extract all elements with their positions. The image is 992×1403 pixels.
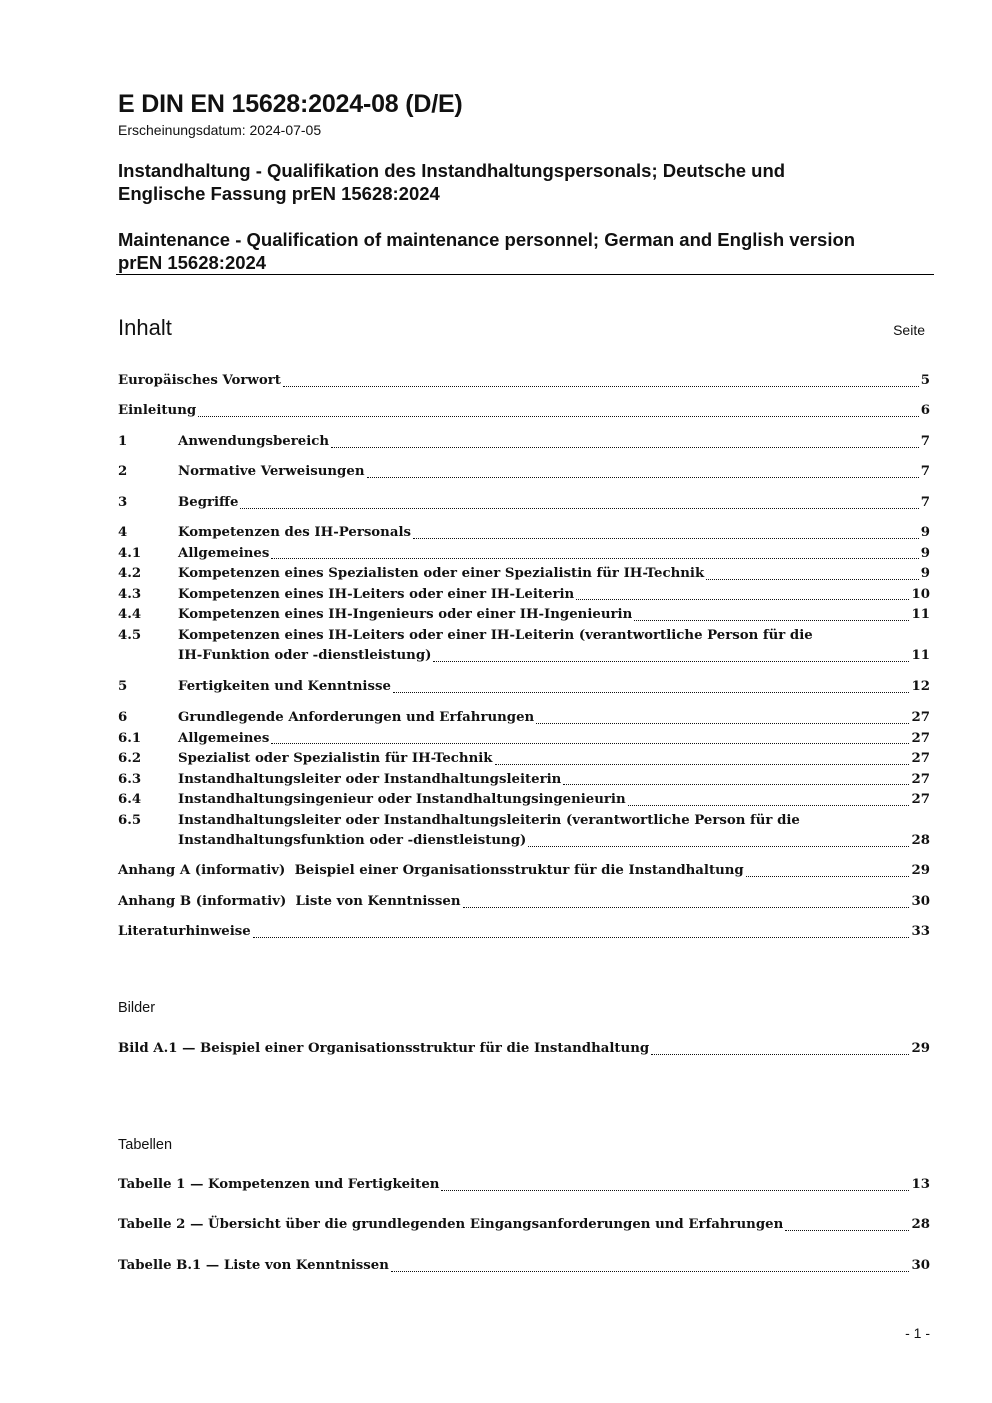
- toc-entry-number: 4.5: [118, 627, 142, 643]
- toc-entry[interactable]: [118, 729, 930, 750]
- figure-entry-page: 29: [911, 1041, 930, 1056]
- toc-entry-number: 6.2: [118, 751, 142, 766]
- toc-entry-text[interactable]: Grundlegende Anforderungen und Erfahrungen: [178, 710, 535, 725]
- toc-entry-page: 10: [911, 586, 930, 602]
- header-divider: [116, 274, 934, 275]
- leader-dots: [433, 661, 909, 662]
- toc-entry-text[interactable]: Kompetenzen eines IH-Leiters oder einer IH-Leiterin (verantwortliche Person für die: [178, 627, 813, 643]
- toc-entry-number: 4.2: [118, 566, 142, 581]
- toc-entry-number: 6.5: [118, 812, 142, 828]
- tables-section-label: Tabellen: [118, 1137, 173, 1153]
- toc-entry-text-continued[interactable]: IH-Funktion oder -dienstleistung): [178, 648, 432, 663]
- leader-dots: [576, 599, 909, 600]
- toc-entry-number: 6.1: [118, 730, 142, 746]
- toc-entry-page: 9: [920, 545, 930, 561]
- table-entry-page: 13: [911, 1177, 930, 1192]
- toc-entry[interactable]: [118, 626, 930, 667]
- leader-dots: [563, 784, 909, 785]
- toc-entry-number: 4: [118, 525, 128, 540]
- title-german-line-1: Instandhaltung - Qualifikation des Instandhaltungspersonals; Deutsche und: [118, 160, 786, 181]
- leader-dots: [628, 805, 910, 806]
- toc-entry[interactable]: [118, 790, 930, 811]
- figures-section-label: Bilder: [118, 1000, 156, 1016]
- toc-entry[interactable]: [118, 749, 930, 770]
- toc-entry-number: 5: [118, 679, 128, 694]
- toc-entry-page: 29: [911, 863, 930, 878]
- title-german: [118, 159, 938, 205]
- toc-entry[interactable]: [118, 605, 930, 626]
- toc-entry-page: 27: [911, 751, 930, 766]
- toc-entry-text[interactable]: Kompetenzen des IH-Personals: [178, 525, 411, 540]
- toc-entry-text[interactable]: Begriffe: [178, 495, 239, 510]
- toc-entry-page: 27: [911, 792, 930, 807]
- toc-entry-text[interactable]: Fertigkeiten und Kenntnisse: [178, 679, 391, 694]
- leader-dots: [367, 477, 919, 478]
- leader-dots: [253, 937, 910, 938]
- toc-entry[interactable]: [118, 677, 930, 698]
- toc-entry-text[interactable]: Anhang B (informativ) Liste von Kenntnissen: [118, 894, 461, 909]
- title-english: [118, 228, 938, 274]
- leader-dots: [283, 386, 919, 387]
- toc-entry[interactable]: [118, 585, 930, 606]
- toc-entry-text[interactable]: Spezialist oder Spezialistin für IH-Technik: [178, 751, 493, 766]
- table-entry-page: 30: [911, 1258, 930, 1273]
- title-english-line-1: Maintenance - Qualification of maintenance personnel; German and English version: [118, 229, 856, 250]
- toc-entry-text[interactable]: Instandhaltungsingenieur oder Instandhaltungsingenieurin: [178, 792, 626, 807]
- toc-entry[interactable]: [118, 523, 930, 544]
- table-entry-text[interactable]: Tabelle B.1 — Liste von Kenntnissen: [118, 1258, 389, 1273]
- document-title: E DIN EN 15628:2024-08 (D/E): [118, 90, 463, 118]
- toc-entry-text[interactable]: Kompetenzen eines IH-Leiters oder einer IH-Leiterin: [178, 586, 575, 602]
- table-entry[interactable]: [118, 1175, 930, 1196]
- figure-entry[interactable]: [118, 1039, 930, 1060]
- toc-entry-annex-a[interactable]: [118, 861, 930, 882]
- toc-entry-number: 6.4: [118, 792, 142, 807]
- toc-entry-page: 7: [920, 434, 930, 449]
- toc-entry[interactable]: [118, 770, 930, 791]
- toc-entry-number: 6: [118, 710, 128, 725]
- toc-entry-annex-b[interactable]: [118, 892, 930, 913]
- toc-entry-number: 4.3: [118, 586, 142, 602]
- toc-entry-page: 5: [920, 373, 930, 388]
- toc-section-4: [118, 523, 930, 667]
- title-english-line-2: prEN 15628:2024: [118, 252, 267, 273]
- toc-entry-page: 9: [920, 525, 930, 540]
- toc-entry-page: 6: [920, 403, 930, 418]
- toc-entry-text[interactable]: Kompetenzen eines IH-Ingenieurs oder einer IH-Ingenieurin: [178, 607, 633, 622]
- toc-entry-page: 7: [920, 464, 930, 479]
- toc-entry-text[interactable]: Anwendungsbereich: [178, 434, 330, 449]
- toc-entry-number: 2: [118, 464, 128, 479]
- toc-entry[interactable]: [118, 371, 930, 392]
- toc-entry-page: 12: [911, 679, 930, 694]
- toc-entry-page: 27: [911, 710, 930, 725]
- toc-entry-page: 7: [920, 495, 930, 510]
- toc-entry-text[interactable]: Allgemeines: [178, 730, 270, 746]
- page-number: - 1 -: [905, 1325, 930, 1341]
- leader-dots: [746, 876, 910, 877]
- toc-entry-page: 28: [911, 833, 930, 848]
- toc-entry[interactable]: [118, 462, 930, 483]
- toc-entry[interactable]: [118, 708, 930, 729]
- leader-dots: [785, 1230, 909, 1231]
- toc-entry-text[interactable]: Kompetenzen eines Spezialisten oder einer Spezialistin für IH-Technik: [178, 566, 705, 581]
- leader-dots: [413, 538, 919, 539]
- page-column-label: Seite: [893, 322, 925, 338]
- toc-entry-text-continued[interactable]: Instandhaltungsfunktion oder -dienstleistung): [178, 833, 527, 848]
- leader-dots: [331, 447, 919, 448]
- toc-entry-text[interactable]: Europäisches Vorwort: [118, 373, 281, 388]
- toc-entry-text[interactable]: Instandhaltungsleiter oder Instandhaltungsleiterin: [178, 771, 562, 787]
- toc-entry-page: 11: [911, 648, 930, 663]
- toc-entry-number: 1: [118, 434, 128, 449]
- toc-entry-number: 3: [118, 495, 128, 510]
- toc-entry[interactable]: [118, 544, 930, 565]
- table-entry[interactable]: [118, 1256, 930, 1277]
- table-entry-page: 28: [911, 1217, 930, 1232]
- toc-entry-text[interactable]: Instandhaltungsleiter oder Instandhaltungsleiterin (verantwortliche Person für die: [178, 812, 800, 828]
- figure-entry-text[interactable]: Bild A.1 — Beispiel einer Organisationsstruktur für die Instandhaltung: [118, 1041, 650, 1056]
- toc-heading: Inhalt: [118, 315, 172, 340]
- toc-entry-page: 33: [911, 924, 930, 939]
- toc-entry-number: 6.3: [118, 771, 142, 787]
- leader-dots: [271, 558, 918, 559]
- leader-dots: [271, 743, 909, 744]
- toc-entry-page: 11: [911, 607, 930, 622]
- toc-section-6: [118, 708, 930, 852]
- leader-dots: [240, 508, 918, 509]
- toc-entry-text[interactable]: Allgemeines: [178, 545, 270, 561]
- publication-date: Erscheinungsdatum: 2024-07-05: [118, 122, 322, 138]
- toc-entry-text[interactable]: Einleitung: [118, 403, 197, 418]
- leader-dots: [634, 620, 909, 621]
- toc-entry-page: 9: [920, 566, 930, 581]
- table-entry-text[interactable]: Tabelle 2 — Übersicht über die grundlegenden Eingangsanforderungen und Erfahrungen: [118, 1217, 784, 1232]
- toc-entry[interactable]: [118, 564, 930, 585]
- toc-entry[interactable]: [118, 811, 930, 852]
- leader-dots: [463, 907, 910, 908]
- toc-entry-number: 4.4: [118, 607, 142, 622]
- toc-entry-page: 27: [911, 771, 930, 787]
- leader-dots: [198, 416, 919, 417]
- toc-entry-text[interactable]: Anhang A (informativ) Beispiel einer Organisationsstruktur für die Instandhaltung: [118, 863, 744, 878]
- toc-entry-page: 27: [911, 730, 930, 746]
- leader-dots: [441, 1190, 909, 1191]
- toc-entry-bibliography[interactable]: [118, 922, 930, 943]
- leader-dots: [536, 723, 909, 724]
- toc-entry-text[interactable]: Literaturhinweise: [118, 924, 251, 939]
- table-entry[interactable]: [118, 1215, 930, 1236]
- leader-dots: [495, 764, 910, 765]
- leader-dots: [706, 579, 919, 580]
- table-entry-text[interactable]: Tabelle 1 — Kompetenzen und Fertigkeiten: [118, 1177, 440, 1192]
- leader-dots: [393, 692, 910, 693]
- toc-entry[interactable]: [118, 493, 930, 514]
- toc-entry[interactable]: [118, 401, 930, 422]
- leader-dots: [528, 846, 909, 847]
- toc-entry-page: 30: [911, 894, 930, 909]
- leader-dots: [391, 1271, 910, 1272]
- toc-entry-number: 4.1: [118, 545, 142, 561]
- title-german-line-2: Englische Fassung prEN 15628:2024: [118, 183, 440, 204]
- toc-entry[interactable]: [118, 432, 930, 453]
- toc-entry-text[interactable]: Normative Verweisungen: [178, 464, 365, 479]
- leader-dots: [651, 1054, 909, 1055]
